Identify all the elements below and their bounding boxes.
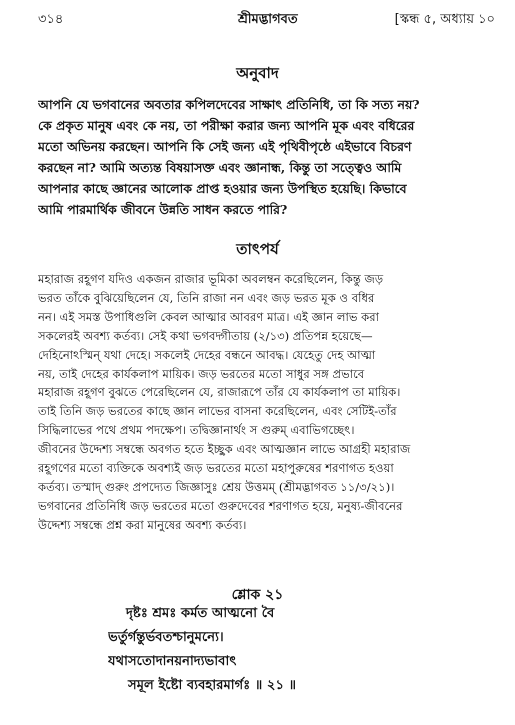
page-number: ৩১৪: [38, 12, 64, 27]
purport-line: ভরত তাঁকে বুঝিয়েছিলেন যে, তিনি রাজা নন এবং জড় ভরত মূক ও বধির: [38, 290, 375, 305]
purport-line: মহারাজ রহূগণ বুঝতে পেরেছিলেন যে, রাজারূপে তাঁর যে কার্যকলাপ তা মায়িক।: [38, 385, 401, 400]
sloka-verse: [108, 602, 508, 698]
translation-line: কে প্রকৃত মানুষ এবং কে নয়, তা পরীক্ষা করার জন্য আপনি মূক এবং বধিরের: [38, 118, 415, 133]
purport-line: নয়, তাই দেহের কার্যকলাপ মায়িক। জড় ভরতের মতো সাধুর সঙ্গ প্রভাবে: [38, 366, 365, 381]
sloka-heading: শ্লোক ২১: [231, 587, 284, 603]
verse-line: ভর্তুর্গন্তুর্ভবতশ্চানুমন্যে।: [108, 630, 224, 645]
purport-line: জীবনের উদ্দেশ্য সম্বন্ধে অবগত হতে ইচ্ছুক এবং আত্মজ্ঞান লাভে আগ্রহী মহারাজ: [38, 442, 411, 457]
translation-line: আপনার কাছে জ্ঞানের আলোক প্রাপ্ত হওয়ার জন্য উপস্থিত হয়েছি। কিভাবে: [38, 181, 407, 196]
translation-paragraph: [38, 94, 493, 220]
translation-heading: অনুবাদ: [236, 64, 279, 82]
verse-line: যথাসতোদানয়নাদ্যভাবাৎ: [108, 654, 237, 669]
purport-line: ভগবানের প্রতিনিধি জড় ভরতের মতো গুরুদেবের শরণাগত হয়ে, মনুষ্য-জীবনের: [38, 498, 403, 513]
translation-line: মতো অভিনয় করছেন। আপনি কি সেই জন্য এই পৃথিবীপৃষ্ঠে এইভাবে বিচরণ: [38, 139, 412, 154]
verse-line: সমূল ইষ্টো ব্যবহারমার্গঃ ॥ ২১ ॥: [128, 678, 297, 693]
page-header: [38, 10, 495, 30]
purport-line: কর্তব্য। তস্মাদ্ গুরুং প্রপদ্যেত জিজ্ঞাসুঃ শ্রেয় উত্তমম্ (শ্রীমদ্ভাগবত ১১/৩/২১)।: [38, 479, 395, 494]
translation-line: আমি পারমার্থিক জীবনে উন্নতি সাধন করতে পারি?: [38, 202, 288, 217]
purport-line: নন। এই সমস্ত উপাধিগুলি কেবল আত্মার আবরণ মাত্র। এই জ্ঞান লাভ করা: [38, 309, 380, 324]
purport-line: সকলেরই অবশ্য কর্তব্য। সেই কথা ভগবদ্গীতায় (২/১৩) প্রতিপন্ন হয়েছে—: [38, 328, 373, 343]
verse-line: দৃষ্টঃ শ্রমঃ কর্মত আত্মনো বৈ: [126, 606, 275, 621]
purport-heading: তাৎপর্য: [236, 240, 279, 258]
purport-line: রহূগণের মতো ব্যক্তিকে অবশ্যই জড় ভরতের মতো মহাপুরুষের শরণাগত হওয়া: [38, 461, 394, 476]
purport-line: উদ্দেশ্য সম্বন্ধে প্রশ্ন করা মানুষের অবশ্য কর্তব্য।: [38, 517, 247, 532]
purport-line: সিদ্ধিলাভের পথে প্রথম পদক্ষেপ। তদ্বিজ্ঞানার্থং স গুরুম্ এবাভিগচ্ছেৎ।: [38, 423, 355, 438]
purport-line: তাই তিনি জড় ভরতের কাছে জ্ঞান লাভের বাসনা করেছিলেন, এবং সেটিই-তাঁর: [38, 404, 397, 419]
section-reference: [স্কন্ধ ৫, অধ্যায় ১০: [394, 12, 495, 27]
purport-line: দেহিনোঽস্মিন্ যথা দেহে। সকলেই দেহের বন্ধনে আবদ্ধ। যেহেতু দেহ আত্মা: [38, 347, 376, 362]
purport-line: মহারাজ রহূগণ যদিও একজন রাজার ভূমিকা অবলম্বন করেছিলেন, কিন্তু জড়: [38, 272, 384, 286]
translation-line: আপনি যে ভগবানের অবতার কপিলদেবের সাক্ষাৎ প্রতিনিধি, তা কি সত্য নয়?: [38, 97, 420, 112]
translation-line: করছেন না? আমি অত্যন্ত বিষয়াসক্ত এবং জ্ঞানান্ধ, কিন্তু তা সত্ত্বেও আমি: [38, 160, 402, 175]
purport-paragraph: [38, 270, 493, 535]
running-title: শ্রীমদ্ভাগবত: [238, 12, 298, 27]
